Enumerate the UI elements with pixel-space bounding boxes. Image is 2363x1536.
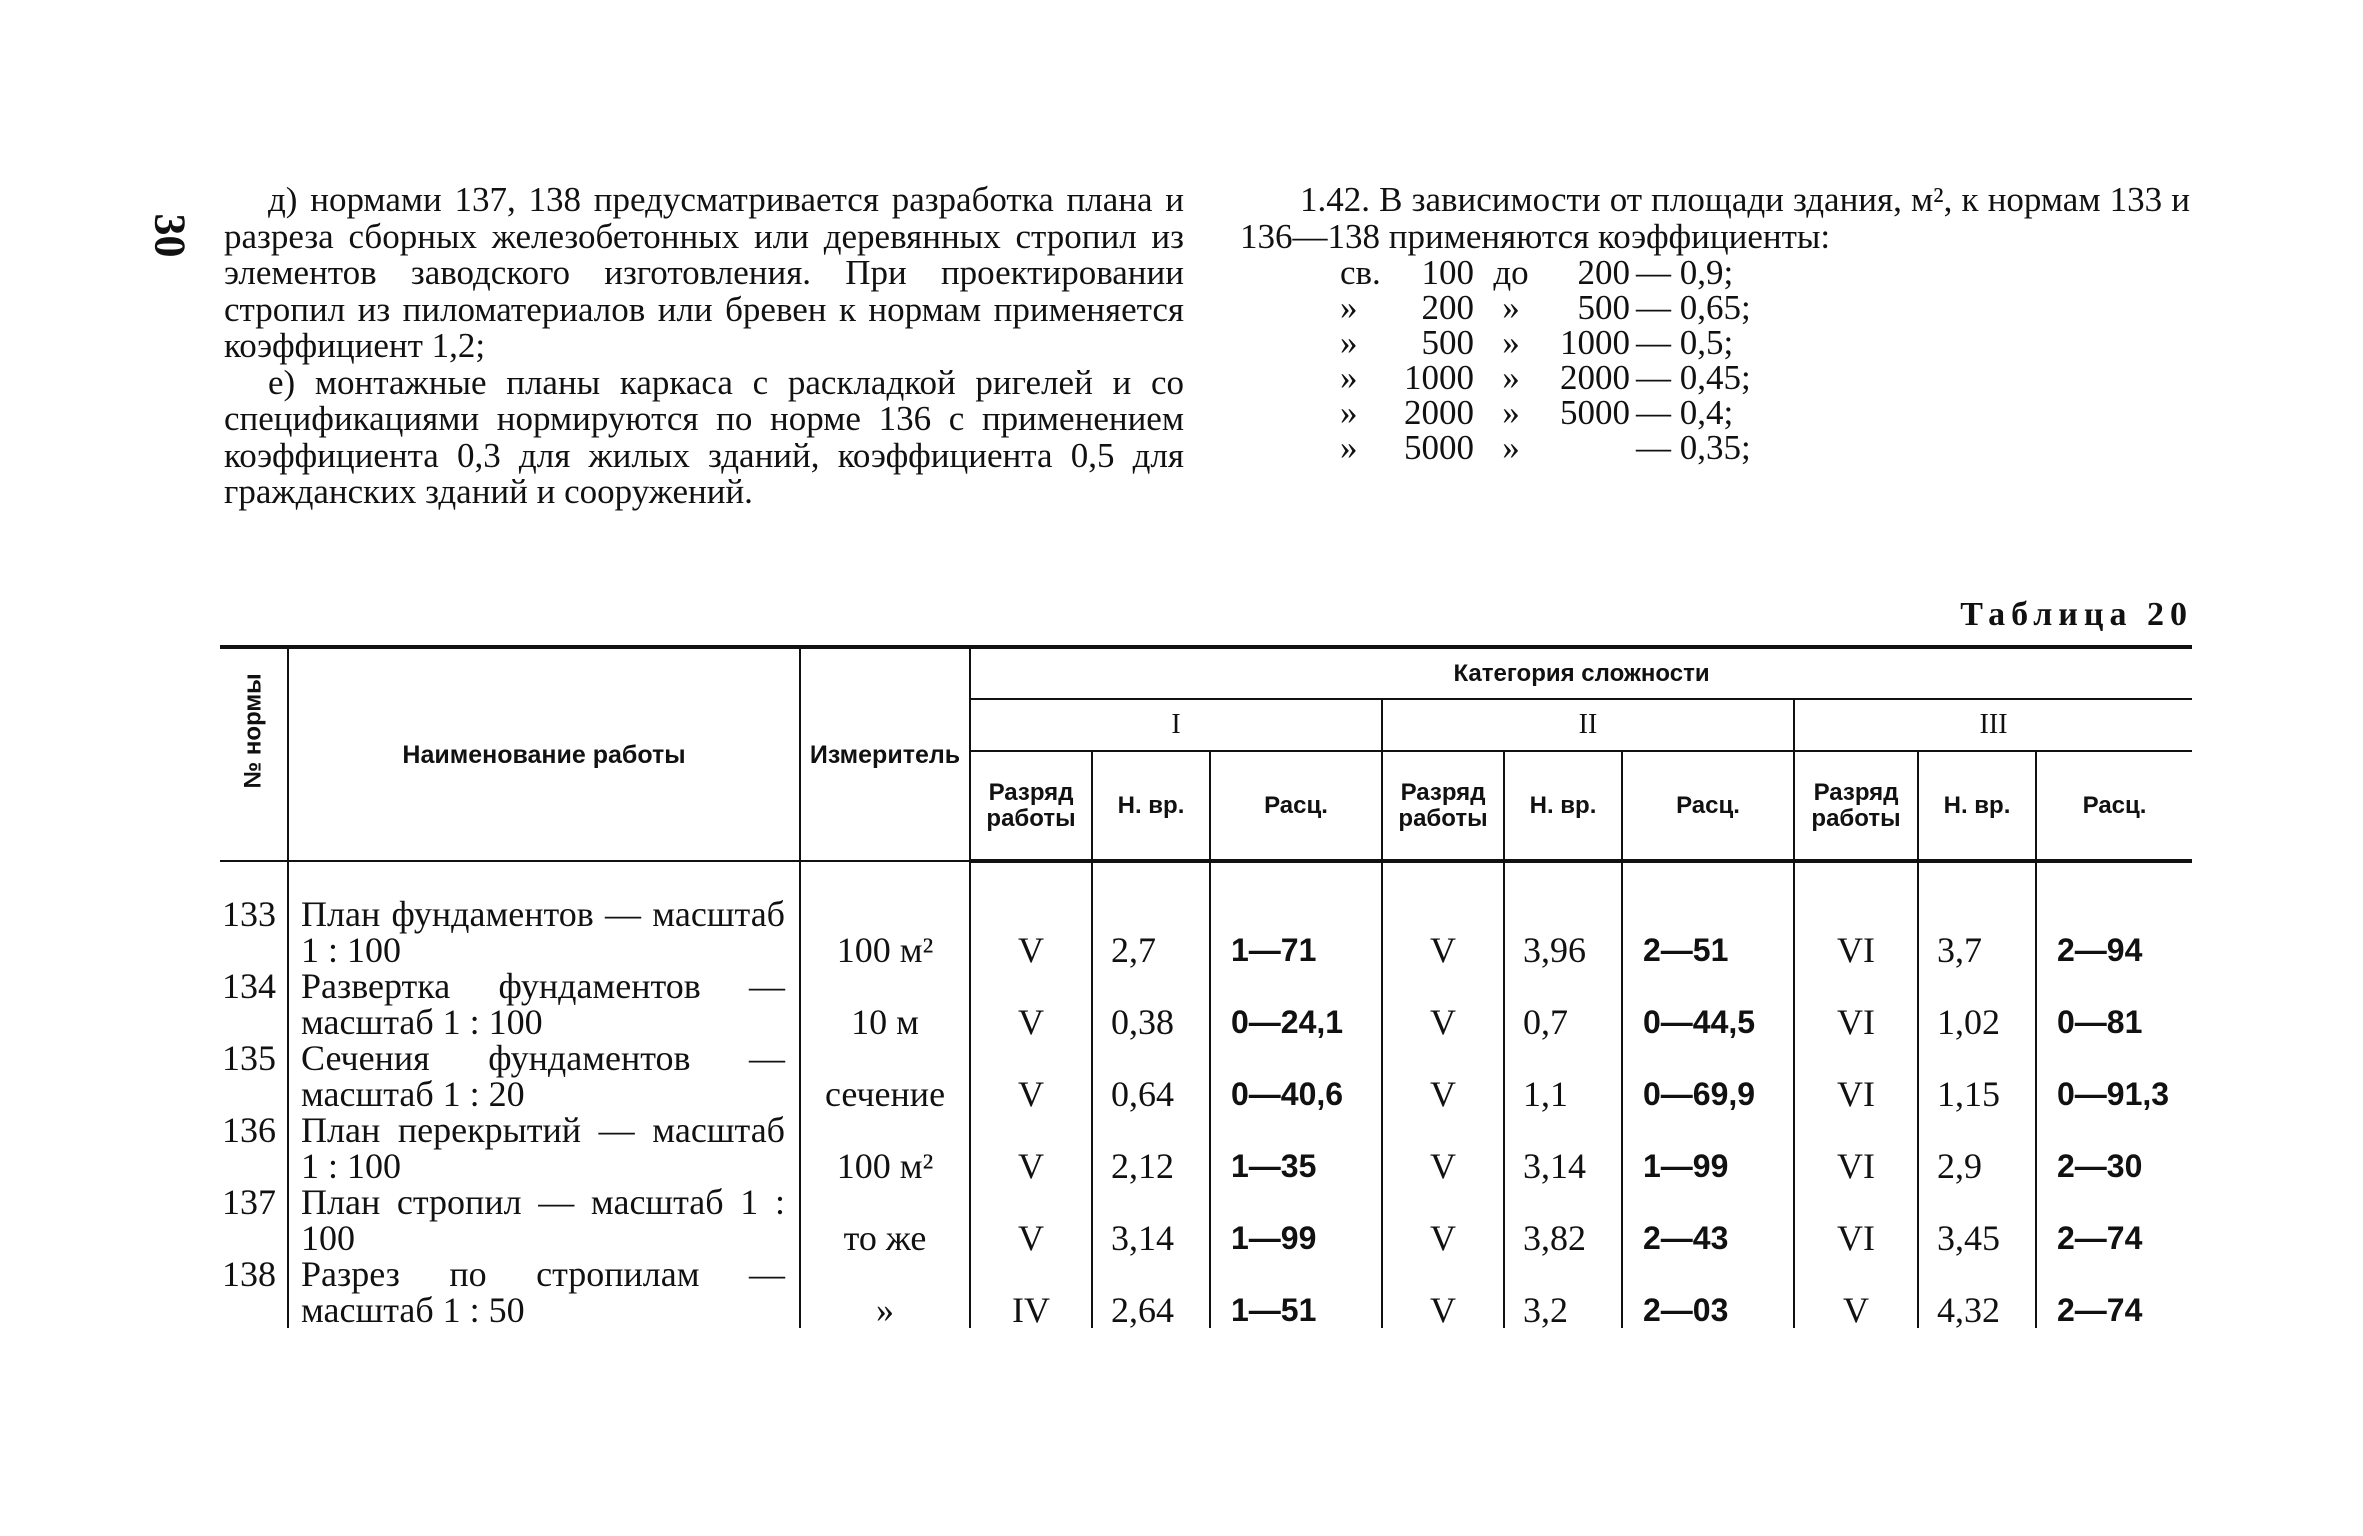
rate-III-cell: 2—74 bbox=[2057, 1220, 2143, 1256]
rate-II-cell: 2—51 bbox=[1622, 861, 1794, 968]
work-name-cell: Сечения фундаментов — масштаб 1 : 20 bbox=[288, 1040, 800, 1112]
rate-III-cell: 2—74 bbox=[2057, 1292, 2143, 1328]
time-III-cell: 2,9 bbox=[1918, 1112, 2036, 1184]
table-row bbox=[220, 1040, 2192, 1112]
time-III-cell: 4,32 bbox=[1918, 1256, 2036, 1328]
page-number: 30 bbox=[145, 213, 195, 258]
grade-III-cell: VI bbox=[1794, 861, 1918, 968]
time-I-cell: 2,7 bbox=[1092, 861, 1210, 968]
time-III-cell: 1,15 bbox=[1918, 1040, 2036, 1112]
grade-I-cell: IV bbox=[970, 1256, 1092, 1328]
norm-number-cell: 136 bbox=[220, 1112, 288, 1184]
rate-III-cell: 0—91,3 bbox=[2057, 1076, 2170, 1112]
unit-cell: то же bbox=[800, 1184, 970, 1256]
coefficient-to: 1000 bbox=[1560, 323, 1630, 362]
rate-I-cell: 1—51 bbox=[1210, 1256, 1382, 1328]
table-row bbox=[220, 1256, 2192, 1328]
coefficient-pre: » bbox=[1340, 428, 1358, 467]
header-rate-II: Расц. bbox=[1622, 751, 1794, 861]
header-time-I: Н. вр. bbox=[1092, 751, 1210, 861]
coefficient-pre: св. bbox=[1340, 253, 1381, 292]
rate-II-cell: 0—69,9 bbox=[1622, 1040, 1794, 1112]
grade-III-cell: VI bbox=[1794, 1184, 1918, 1256]
time-III-cell: 1,02 bbox=[1918, 968, 2036, 1040]
coefficient-to: 200 bbox=[1577, 253, 1630, 292]
coefficient-row bbox=[1340, 255, 2190, 290]
right-text-column bbox=[1240, 182, 2190, 465]
time-I-cell: 2,12 bbox=[1092, 1112, 1210, 1184]
left-text-column bbox=[224, 182, 1184, 511]
paragraph-d: д) нормами 137, 138 предусматривается разработка плана и разреза сборных железобетонных или деревянных стропил из элементов заводского изготовления. При проектировании стропил из пиломатериалов или бревен к нормам применяется коэффициент 1,2; bbox=[224, 180, 1184, 365]
coefficient-to: 5000 bbox=[1560, 393, 1630, 432]
time-I-cell: 2,64 bbox=[1092, 1256, 1210, 1328]
coefficient-row bbox=[1340, 430, 2190, 465]
header-time-II: Н. вр. bbox=[1504, 751, 1622, 861]
header-unit: Измеритель bbox=[800, 647, 970, 861]
grade-III-cell: V bbox=[1794, 1256, 1918, 1328]
coefficient-from: 100 bbox=[1421, 253, 1474, 292]
time-I-cell: 3,14 bbox=[1092, 1184, 1210, 1256]
unit-cell: » bbox=[800, 1256, 970, 1328]
coefficient-val: — 0,5; bbox=[1636, 323, 1734, 362]
coefficient-row bbox=[1340, 325, 2190, 360]
table-row bbox=[220, 1184, 2192, 1256]
grade-I-cell: V bbox=[970, 861, 1092, 968]
time-I-cell: 0,38 bbox=[1092, 968, 1210, 1040]
rate-II-cell: 1—99 bbox=[1622, 1112, 1794, 1184]
coefficient-from: 500 bbox=[1421, 323, 1474, 362]
grade-III-cell: VI bbox=[1794, 1112, 1918, 1184]
rate-II-cell: 2—43 bbox=[1622, 1184, 1794, 1256]
norms-table-container bbox=[220, 645, 2192, 1328]
coefficient-to: 500 bbox=[1577, 288, 1630, 327]
rate-I-cell: 0—40,6 bbox=[1210, 1040, 1382, 1112]
rate-III-cell: 0—81 bbox=[2057, 1004, 2143, 1040]
grade-I-cell: V bbox=[970, 968, 1092, 1040]
time-II-cell: 1,1 bbox=[1504, 1040, 1622, 1112]
norm-number-cell: 134 bbox=[220, 968, 288, 1040]
grade-II-cell: V bbox=[1382, 1256, 1504, 1328]
norm-number-cell: 137 bbox=[220, 1184, 288, 1256]
table-row bbox=[220, 968, 2192, 1040]
coefficient-from: 1000 bbox=[1404, 358, 1474, 397]
coefficient-to: 2000 bbox=[1560, 358, 1630, 397]
norm-number-cell: 135 bbox=[220, 1040, 288, 1112]
time-II-cell: 3,82 bbox=[1504, 1184, 1622, 1256]
header-grade-I: Разряд работы bbox=[970, 751, 1092, 861]
grade-II-cell: V bbox=[1382, 1112, 1504, 1184]
rate-III-cell: 2—94 bbox=[2057, 932, 2143, 968]
rate-III-cell: 2—30 bbox=[2057, 1148, 2143, 1184]
coefficient-list bbox=[1340, 255, 2190, 465]
work-name-cell: Развертка фундаментов — масштаб 1 : 100 bbox=[288, 968, 800, 1040]
table-row bbox=[220, 1112, 2192, 1184]
grade-III-cell: VI bbox=[1794, 1040, 1918, 1112]
work-name-cell: План фундаментов — масштаб 1 : 100 bbox=[288, 861, 800, 968]
coefficient-mid: » bbox=[1502, 323, 1520, 362]
work-name-cell: План перекрытий — масштаб 1 : 100 bbox=[288, 1112, 800, 1184]
coefficient-row bbox=[1340, 395, 2190, 430]
coefficient-from: 2000 bbox=[1404, 393, 1474, 432]
rate-I-cell: 1—71 bbox=[1210, 861, 1382, 968]
time-II-cell: 3,2 bbox=[1504, 1256, 1622, 1328]
norm-number-cell: 138 bbox=[220, 1256, 288, 1328]
coefficient-val: — 0,35; bbox=[1636, 428, 1751, 467]
coefficient-pre: » bbox=[1340, 393, 1358, 432]
grade-II-cell: V bbox=[1382, 968, 1504, 1040]
rate-I-cell: 0—24,1 bbox=[1210, 968, 1382, 1040]
time-III-cell: 3,7 bbox=[1918, 861, 2036, 968]
coefficient-mid: » bbox=[1502, 358, 1520, 397]
grade-II-cell: V bbox=[1382, 1184, 1504, 1256]
header-norm-number: № нормы bbox=[220, 647, 288, 861]
header-work-name: Наименование работы bbox=[288, 647, 800, 861]
coefficient-mid: » bbox=[1502, 393, 1520, 432]
header-rate-III: Расц. bbox=[2036, 751, 2192, 861]
header-grade-II: Разряд работы bbox=[1382, 751, 1504, 861]
time-I-cell: 0,64 bbox=[1092, 1040, 1210, 1112]
rate-II-cell: 2—03 bbox=[1622, 1256, 1794, 1328]
norms-table bbox=[220, 645, 2192, 1328]
coefficient-val: — 0,65; bbox=[1636, 288, 1751, 327]
header-time-III: Н. вр. bbox=[1918, 751, 2036, 861]
work-name-cell: Разрез по стропилам — масштаб 1 : 50 bbox=[288, 1256, 800, 1328]
time-II-cell: 3,14 bbox=[1504, 1112, 1622, 1184]
header-category-I: I bbox=[970, 699, 1382, 751]
rate-I-cell: 1—99 bbox=[1210, 1184, 1382, 1256]
unit-cell: сечение bbox=[800, 1040, 970, 1112]
coefficient-mid: » bbox=[1502, 428, 1520, 467]
work-name-cell: План стропил — масштаб 1 : 100 bbox=[288, 1184, 800, 1256]
coefficient-val: — 0,4; bbox=[1636, 393, 1734, 432]
header-category-II: II bbox=[1382, 699, 1794, 751]
grade-I-cell: V bbox=[970, 1184, 1092, 1256]
header-category-III: III bbox=[1794, 699, 2192, 751]
grade-I-cell: V bbox=[970, 1040, 1092, 1112]
coefficient-pre: » bbox=[1340, 323, 1358, 362]
time-III-cell: 3,45 bbox=[1918, 1184, 2036, 1256]
rate-I-cell: 1—35 bbox=[1210, 1112, 1382, 1184]
paragraph-e: е) монтажные планы каркаса с раскладкой ригелей и со спецификациями нормируются по норме 136 с применением коэффициента 0,3 для жилых зданий, коэффициента 0,5 для гражданских зданий и сооружений. bbox=[224, 362, 1184, 511]
time-II-cell: 3,96 bbox=[1504, 861, 1622, 968]
time-II-cell: 0,7 bbox=[1504, 968, 1622, 1040]
rate-II-cell: 0—44,5 bbox=[1622, 968, 1794, 1040]
coefficient-mid: » bbox=[1502, 288, 1520, 327]
unit-cell: 100 м² bbox=[800, 861, 970, 968]
header-rate-I: Расц. bbox=[1210, 751, 1382, 861]
coefficient-row bbox=[1340, 360, 2190, 395]
coefficient-val: — 0,9; bbox=[1636, 253, 1734, 292]
table-row bbox=[220, 861, 2192, 968]
coefficient-pre: » bbox=[1340, 288, 1358, 327]
coefficient-pre: » bbox=[1340, 358, 1358, 397]
table-label: Таблица 20 bbox=[1960, 596, 2193, 633]
coefficient-val: — 0,45; bbox=[1636, 358, 1751, 397]
grade-I-cell: V bbox=[970, 1112, 1092, 1184]
coefficient-row bbox=[1340, 290, 2190, 325]
coefficient-from: 5000 bbox=[1404, 428, 1474, 467]
coefficient-from: 200 bbox=[1421, 288, 1474, 327]
paragraph-1-42: 1.42. В зависимости от площади здания, м², к нормам 133 и 136—138 применяются коэффициенты: bbox=[1240, 180, 2190, 256]
grade-II-cell: V bbox=[1382, 861, 1504, 968]
norm-number-cell: 133 bbox=[220, 861, 288, 968]
header-complexity-category: Категория сложности bbox=[970, 647, 2192, 699]
unit-cell: 100 м² bbox=[800, 1112, 970, 1184]
grade-II-cell: V bbox=[1382, 1040, 1504, 1112]
header-grade-III: Разряд работы bbox=[1794, 751, 1918, 861]
unit-cell: 10 м bbox=[800, 968, 970, 1040]
grade-III-cell: VI bbox=[1794, 968, 1918, 1040]
coefficient-mid: до bbox=[1493, 253, 1529, 292]
